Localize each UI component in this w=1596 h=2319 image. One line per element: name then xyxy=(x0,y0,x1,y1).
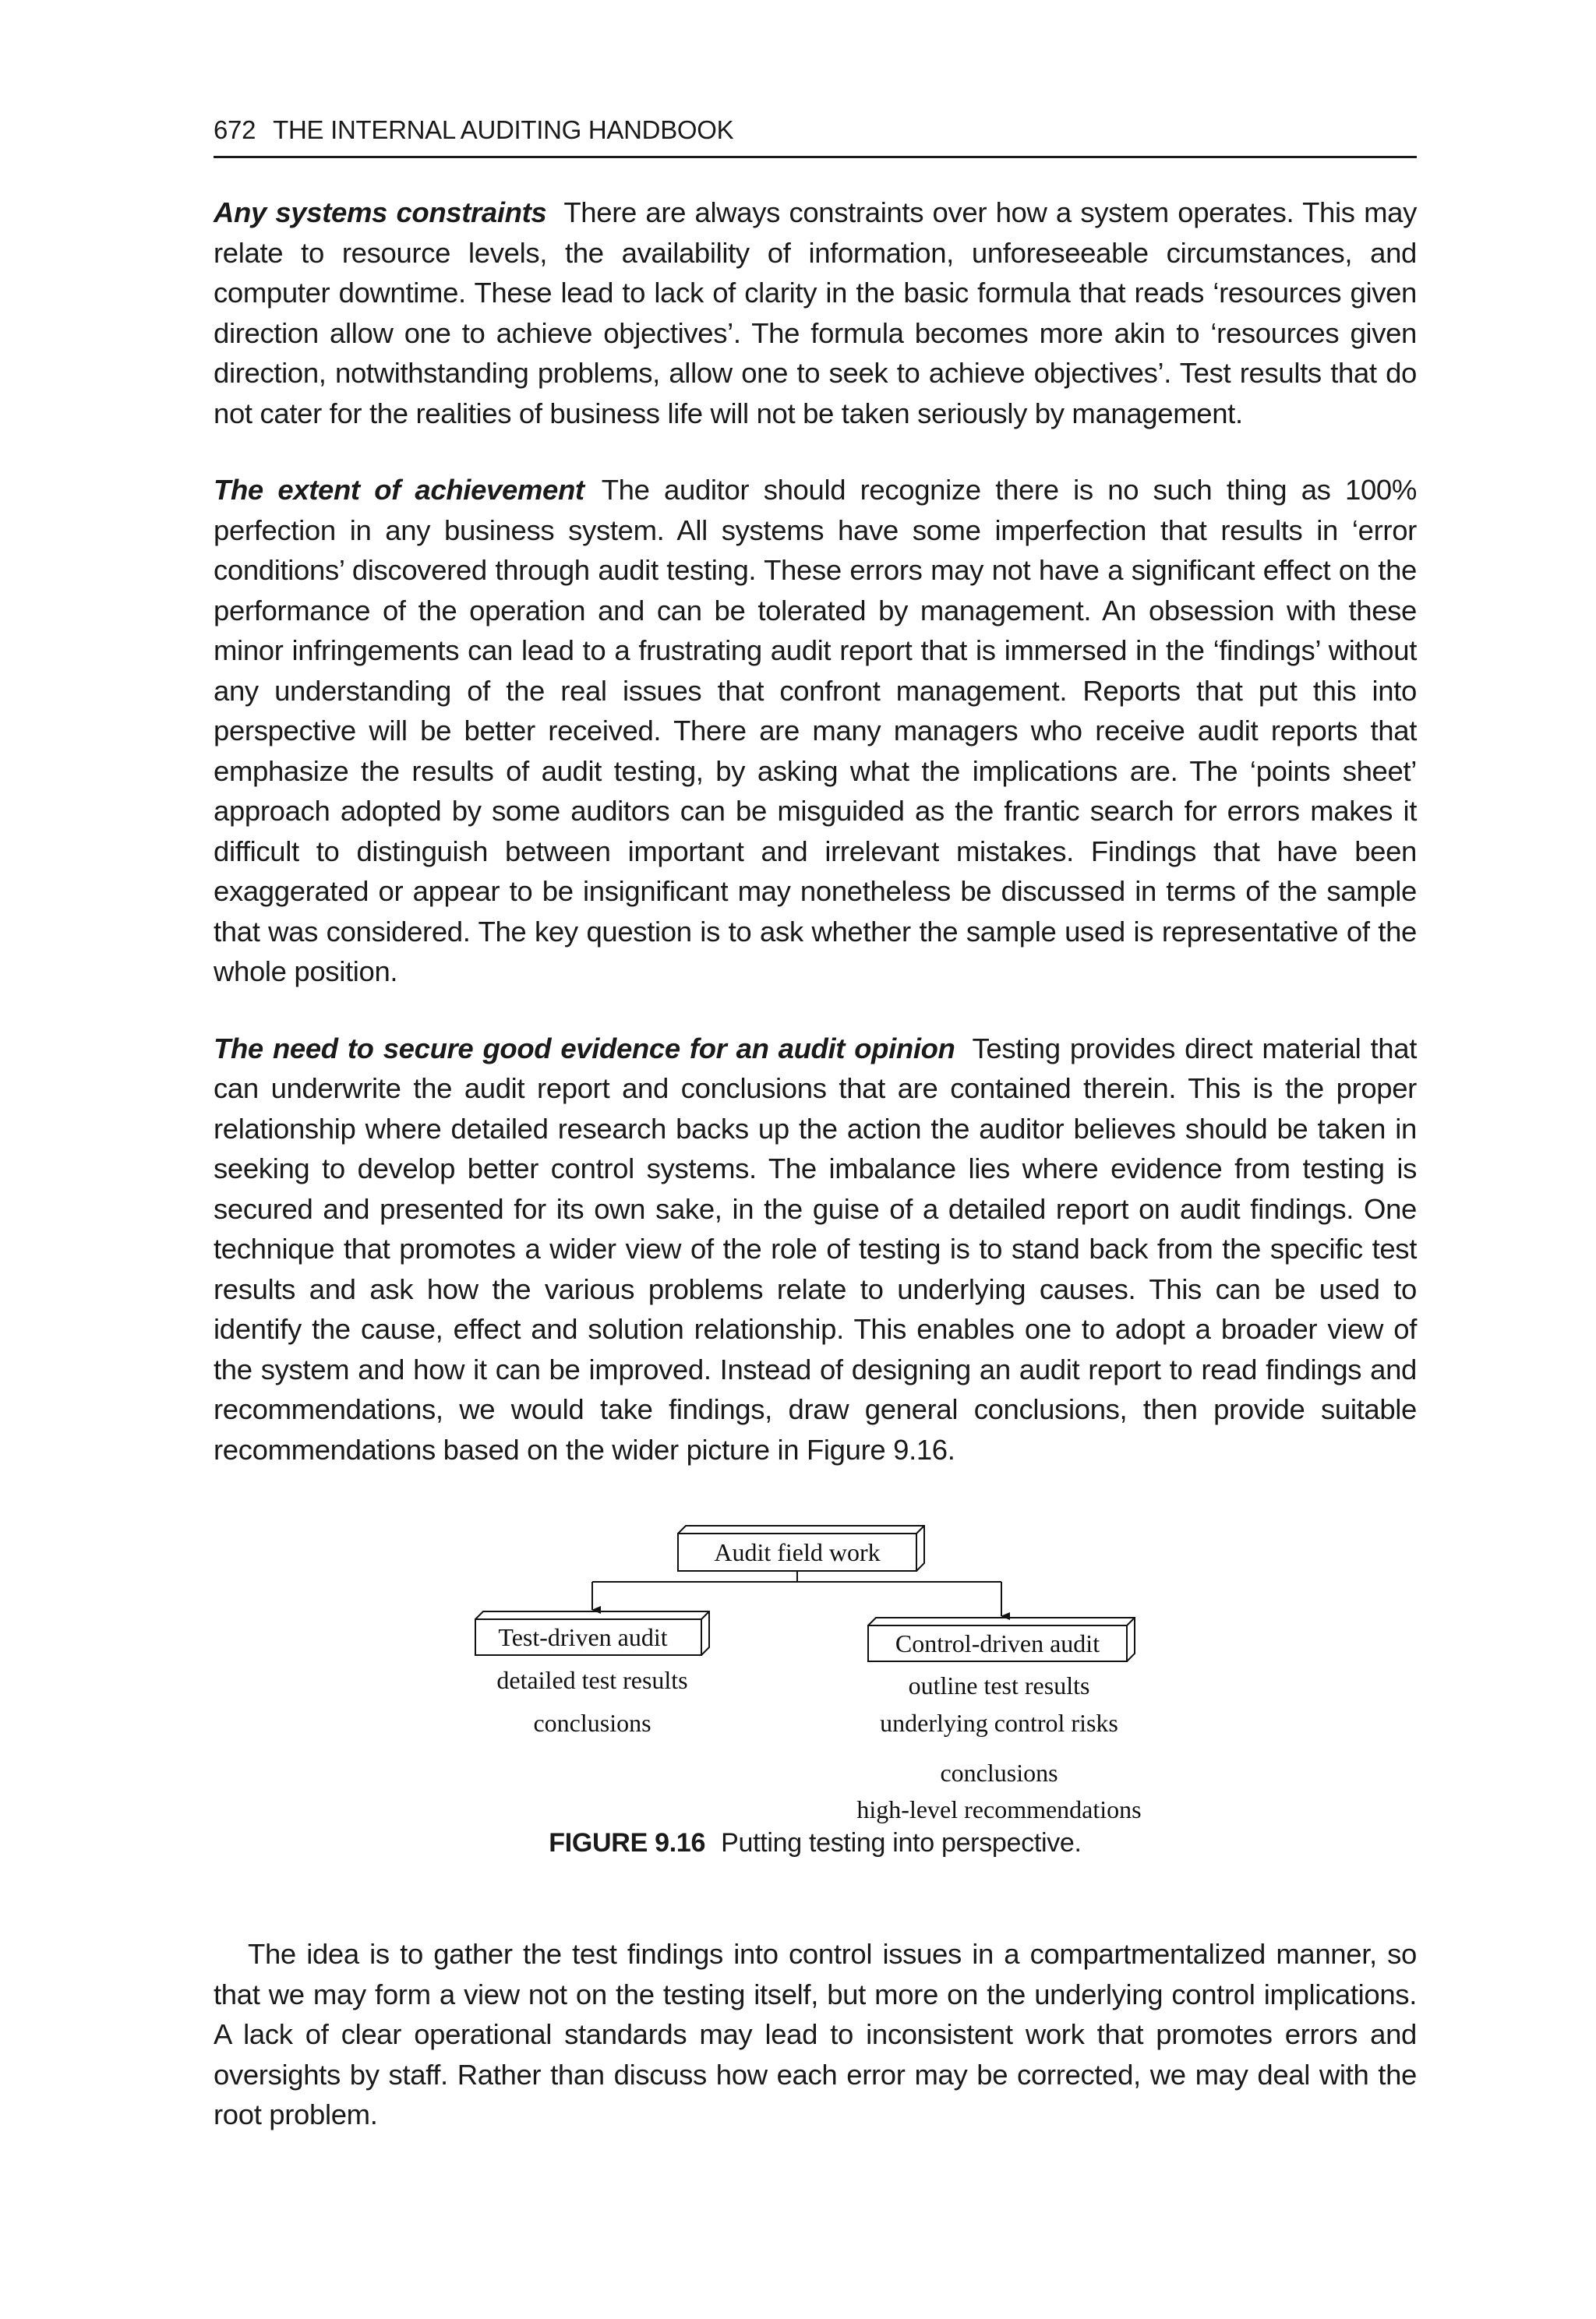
left-item-detailed-test-results: detailed test results xyxy=(496,1666,688,1694)
diagram-connectors xyxy=(592,1571,1001,1616)
paragraph-heading: The need to secure good evidence for an audit opinion xyxy=(214,1032,955,1064)
paragraph-body: Testing provides direct material that can underwrite the audit report and conclusions that are contained therein. This is the proper relationship where detailed research backs up the action the auditor believes should be taken in seeking to develop better control systems. The imbalance lies where evidence from testing is secured and presented for its own sake, in the guise of a detailed report on audit findings. One technique that promotes a wider view of the role of testing is to stand back from the specific test results and ask how the various problems relate to underlying causes. This can be used to identify the cause, effect and solution relationship. This enables one to adopt a broader view of the system and how it can be improved. Instead of designing an audit report to read findings and recommendations, we would take findings, draw general conclusions, then provide suitable recommendations based on the wider picture in Figure 9.16. xyxy=(214,1032,1417,1466)
paragraph-extent-of-achievement xyxy=(214,470,1417,992)
figure-caption-text: Putting testing into perspective. xyxy=(721,1828,1082,1858)
test-driven-audit-label: Test-driven audit xyxy=(498,1623,668,1651)
right-item-high-level-recommendations: high-level recommendations xyxy=(856,1795,1142,1823)
page-number: 672 xyxy=(214,115,256,144)
paragraph-body: There are always constraints over how a system operates. This may relate to resource levels, the availability of information, unforeseeable circumstances, and computer downtime. These lead to lack of clarity in the basic formula that reads ‘resources given direction allow one to achieve objectives’. The formula becomes more akin to ‘resources given direction, notwithstanding problems, allow one to seek to achieve objectives’. Test results that do not cater for the realities of business life will not be taken seriously by management. xyxy=(214,196,1417,429)
test-driven-audit-box xyxy=(475,1611,709,1655)
paragraph-closing: The idea is to gather the test findings into control issues in a compartmentalized manner, so that we may form a view not on the testing itself, but more on the underlying control implications. A lack of clear operational standards may lead to inconsistent work that promotes errors and oversights by staff. Rather than discuss how each error may be corrected, we may deal with the root problem. xyxy=(214,1938,1417,2130)
audit-diagram xyxy=(214,1485,1417,1844)
right-item-conclusions: conclusions xyxy=(940,1759,1058,1787)
audit-field-work-label: Audit field work xyxy=(714,1538,881,1566)
figure-caption-label: FIGURE 9.16 xyxy=(549,1828,706,1858)
book-title: THE INTERNAL AUDITING HANDBOOK xyxy=(273,115,734,144)
audit-field-work-box xyxy=(678,1526,924,1571)
control-driven-audit-box xyxy=(868,1618,1135,1661)
control-driven-audit-label: Control-driven audit xyxy=(895,1629,1100,1657)
paragraph-heading: Any systems constraints xyxy=(214,196,547,228)
paragraph-good-evidence xyxy=(214,1029,1417,1470)
paragraph-body: The auditor should recognize there is no such thing as 100% perfection in any business system. All systems have some imperfection that results in ‘error conditions’ discovered through audit testing. These errors may not have a significant effect on the performance of the operation and can be tolerated by management. An obsession with these minor infringements can lead to a frustrating audit report that is immersed in the ‘findings’ without any understanding of the real issues that confront management. Reports that put this into perspective will be better received. There are many managers who receive audit reports that emphasize the results of audit testing, by asking what the implications are. The ‘points sheet’ approach adopted by some auditors can be misguided as the frantic search for errors makes it difficult to distinguish between important and irrelevant mistakes. Findings that have been exaggerated or appear to be insignificant may nonetheless be discussed in terms of the sample that was considered. The key question is to ask whether the sample used is representative of the whole position. xyxy=(214,474,1417,987)
right-item-underlying-control-risks: underlying control risks xyxy=(880,1709,1118,1737)
left-item-conclusions: conclusions xyxy=(533,1709,651,1737)
figure-caption xyxy=(214,1828,1417,1858)
right-item-outline-test-results: outline test results xyxy=(908,1671,1090,1700)
paragraph-systems-constraints xyxy=(214,192,1417,433)
figure-9-16 xyxy=(214,1485,1417,1906)
running-header xyxy=(214,115,1417,158)
paragraph-heading: The extent of achievement xyxy=(214,474,584,506)
book-page xyxy=(214,115,1417,2135)
